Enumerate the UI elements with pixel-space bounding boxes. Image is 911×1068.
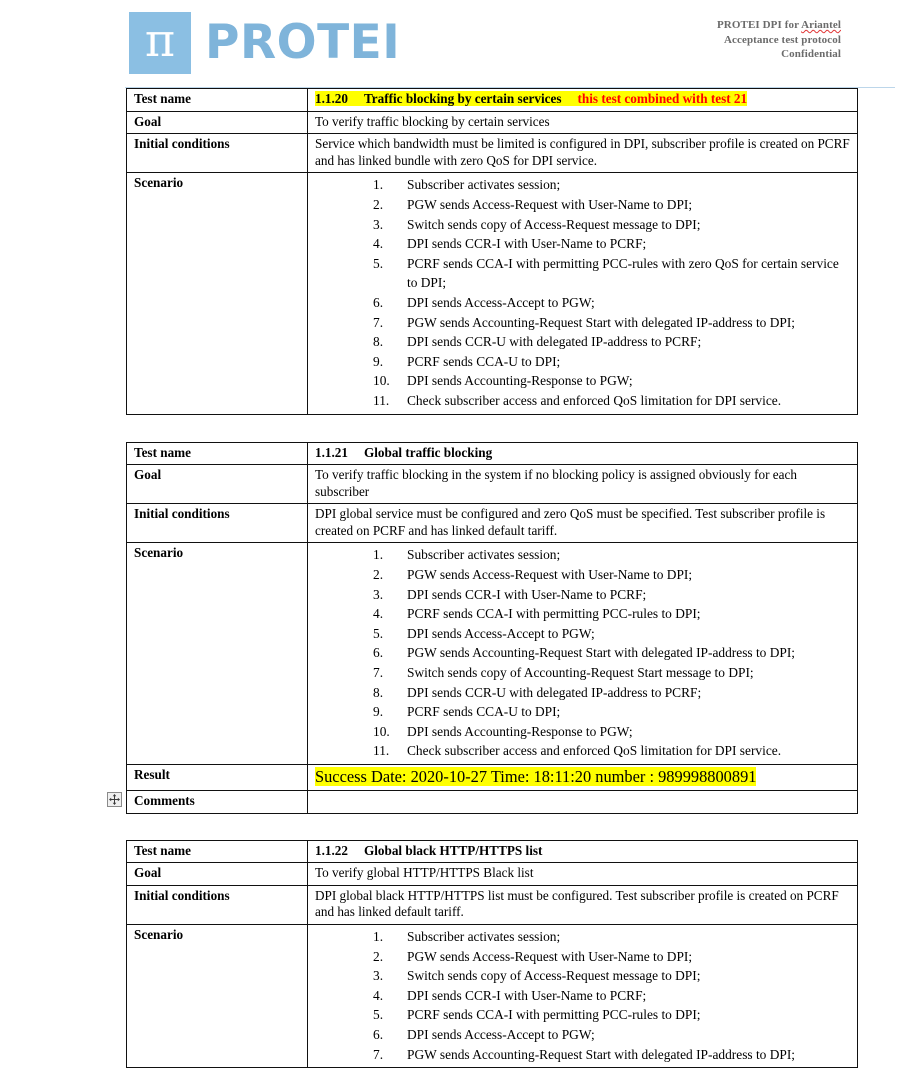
- table-row: [127, 442, 858, 465]
- table-row: [127, 89, 858, 112]
- misspelled-word: Ariantel: [801, 19, 841, 31]
- protei-logo: [129, 12, 400, 74]
- test-title: Global black HTTP/HTTPS list: [363, 842, 543, 858]
- test-name-value: [308, 442, 858, 465]
- page-header: [0, 0, 911, 88]
- table-row: [127, 840, 858, 863]
- scenario-step: DPI sends Access-Accept to PGW;: [407, 1026, 595, 1042]
- scenario-step: Subscriber activates session;: [407, 928, 561, 944]
- comments-value: [308, 790, 858, 813]
- scenario-step: DPI sends CCR-U with delegated IP-address to PCRF;: [407, 334, 702, 350]
- test-case-table: [126, 88, 858, 415]
- test-case-table: [126, 840, 858, 1068]
- header-meta: [717, 18, 841, 62]
- row-label-initial-conditions: Initial conditions: [127, 134, 308, 173]
- table-row: [127, 924, 858, 1067]
- scenario-step: PGW sends Access-Request with User-Name to DPI;: [407, 948, 693, 964]
- scenario-step: Switch sends copy of Accounting-Request Start message to DPI;: [407, 665, 754, 681]
- row-label-goal: Goal: [127, 465, 308, 504]
- test-name-value: [308, 89, 858, 112]
- table-gap: [0, 814, 911, 840]
- scenario-step: PCRF sends CCA-I with permitting PCC-rules with zero QoS for certain service to DPI;: [407, 255, 839, 291]
- scenario-step: DPI sends Access-Accept to PGW;: [407, 625, 595, 641]
- test-name-value: [308, 840, 858, 863]
- scenario-step: PCRF sends CCA-U to DPI;: [407, 704, 561, 720]
- row-label-scenario: Scenario: [127, 543, 308, 765]
- scenario-step: PCRF sends CCA-U to DPI;: [407, 353, 561, 369]
- scenario-step: Check subscriber access and enforced QoS limitation for DPI service.: [407, 743, 782, 759]
- scenario-step: Check subscriber access and enforced QoS limitation for DPI service.: [407, 392, 782, 408]
- initial-conditions-value: DPI global service must be configured and zero QoS must be specified. Test subscriber profile is created on PCRF and has linked default tariff.: [308, 504, 858, 543]
- scenario-step: DPI sends CCR-I with User-Name to PCRF;: [407, 236, 647, 252]
- pi-glyph: π: [144, 13, 176, 67]
- scenario-step: PCRF sends CCA-I with permitting PCC-rules to DPI;: [407, 606, 701, 622]
- scenario-step: DPI sends CCR-I with User-Name to PCRF;: [407, 586, 647, 602]
- row-label-goal: Goal: [127, 111, 308, 134]
- header-meta-line1-prefix: PROTEI DPI for: [716, 19, 802, 31]
- test-title: Global traffic blocking: [363, 444, 493, 460]
- table-row: [127, 863, 858, 886]
- header-meta-line2: Acceptance test protocol: [723, 33, 841, 46]
- row-label-test-name: Test name: [127, 89, 308, 112]
- initial-conditions-value: DPI global black HTTP/HTTPS list must be configured. Test subscriber profile is created on PCRF and has linked default tariff.: [308, 885, 858, 924]
- scenario-step: PGW sends Accounting-Request Start with delegated IP-address to DPI;: [407, 314, 796, 330]
- scenario-steps-list: [315, 927, 852, 1064]
- scenario-step: PGW sends Access-Request with User-Name to DPI;: [407, 567, 693, 583]
- row-label-test-name: Test name: [127, 442, 308, 465]
- test-case-table: [126, 442, 858, 814]
- row-label-comments: Comments: [127, 790, 308, 813]
- scenario-value: [308, 924, 858, 1067]
- result-text: Success Date: 2020-10-27 Time: 18:11:20 number : 989998800891: [315, 767, 757, 786]
- move-four-arrows-icon: [108, 793, 121, 806]
- result-value: [308, 765, 858, 791]
- test-number: 1.1.21: [315, 444, 348, 460]
- scenario-step: PGW sends Accounting-Request Start with delegated IP-address to DPI;: [407, 645, 796, 661]
- test-note: this test combined with test 21: [577, 91, 748, 106]
- scenario-step: DPI sends Accounting-Response to PGW;: [407, 373, 633, 389]
- row-label-goal: Goal: [127, 863, 308, 886]
- row-label-result: Result: [127, 765, 308, 791]
- test-number: 1.1.20: [315, 91, 348, 106]
- scenario-step: PCRF sends CCA-I with permitting PCC-rules to DPI;: [407, 1007, 701, 1023]
- scenario-step: DPI sends CCR-U with delegated IP-address to PCRF;: [407, 684, 702, 700]
- scenario-value: [308, 543, 858, 765]
- row-label-initial-conditions: Initial conditions: [127, 504, 308, 543]
- test-name-highlight: [315, 91, 747, 106]
- table-row: [127, 111, 858, 134]
- row-label-initial-conditions: Initial conditions: [127, 885, 308, 924]
- table-row: [127, 173, 858, 414]
- test-title: Traffic blocking by certain services: [363, 91, 562, 106]
- scenario-step: DPI sends Access-Accept to PGW;: [407, 294, 595, 310]
- table-row: [127, 543, 858, 765]
- scenario-steps-list: [315, 175, 852, 410]
- row-label-scenario: Scenario: [127, 173, 308, 414]
- scenario-step: DPI sends CCR-I with User-Name to PCRF;: [407, 987, 647, 1003]
- scenario-step: PGW sends Accounting-Request Start with delegated IP-address to DPI;: [407, 1046, 796, 1062]
- row-label-scenario: Scenario: [127, 924, 308, 1067]
- brand-wordmark: PROTEI: [205, 15, 401, 70]
- pi-logo-icon: [129, 12, 191, 74]
- initial-conditions-value: Service which bandwidth must be limited is configured in DPI, subscriber profile is created on PCRF and has linked bundle with zero QoS for DPI service.: [308, 134, 858, 173]
- scenario-step: Subscriber activates session;: [407, 177, 561, 193]
- scenario-step: DPI sends Accounting-Response to PGW;: [407, 723, 633, 739]
- table-row: [127, 790, 858, 813]
- table-row: [127, 134, 858, 173]
- scenario-step: PGW sends Access-Request with User-Name to DPI;: [407, 196, 693, 212]
- table-move-handle[interactable]: [107, 792, 122, 807]
- goal-value: To verify traffic blocking by certain services: [308, 111, 858, 134]
- header-meta-line1: [717, 18, 841, 33]
- table-row: [127, 765, 858, 791]
- goal-value: To verify global HTTP/HTTPS Black list: [308, 863, 858, 886]
- table-gap: [0, 415, 911, 442]
- row-label-test-name: Test name: [127, 840, 308, 863]
- scenario-steps-list: [315, 545, 852, 761]
- header-meta-line3: Confidential: [781, 48, 841, 60]
- table-row: [127, 885, 858, 924]
- goal-value: To verify traffic blocking in the system if no blocking policy is assigned obviously for each subscriber: [308, 465, 858, 504]
- test-number: 1.1.22: [315, 842, 348, 858]
- scenario-step: Subscriber activates session;: [407, 547, 561, 563]
- document-body: [0, 88, 911, 1068]
- table-row: [127, 465, 858, 504]
- table-row: [127, 504, 858, 543]
- scenario-step: Switch sends copy of Access-Request message to DPI;: [407, 216, 701, 232]
- scenario-value: [308, 173, 858, 414]
- scenario-step: Switch sends copy of Access-Request message to DPI;: [407, 968, 701, 984]
